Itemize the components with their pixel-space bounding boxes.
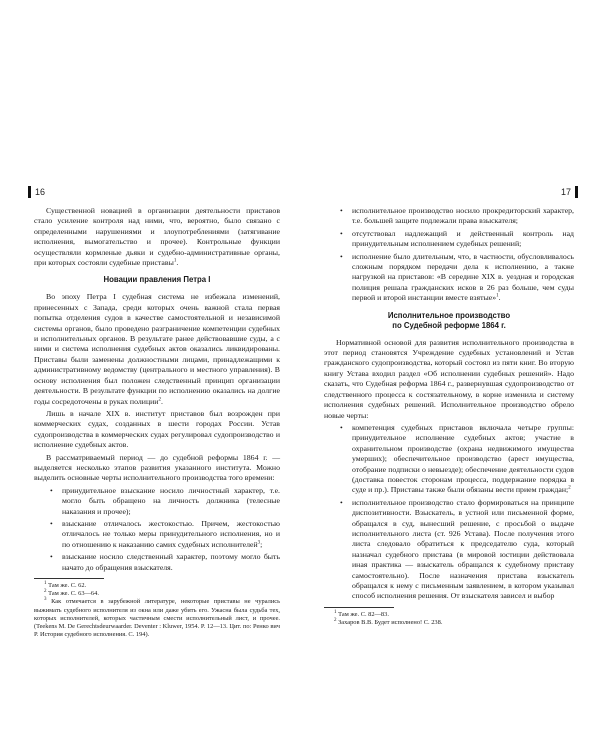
left-page-number-text: 16: [35, 187, 46, 197]
list-item: • исполнение было длительным, что, в частности, обусловливалось сложным порядком передачи дела к исполнению, а также нагрузкой на приставов: «В середине XIX в. уездная и городская полиция решала гражданских исков в 26 раз больше, чем суды первой и второй инстанции вместе взятые»$^1$.: [324, 252, 574, 304]
left-page-number: [28, 186, 45, 198]
page-number-bar: [28, 186, 31, 198]
footnote: $^3$ Как отмечается в зарубежной литературе, некоторые приставы не чурались выжимать судебного исполнителя из окна или даже убить его. Ужасна была судьба тех, которых исполнителей, которых частичным смести исполнительный лист, и прочее. (Teekens M. De Gerechtsdeurwaarder. Deventer : Kluwer, 1954. P. 12—13. Цит. по: Ренко вич Р. История судебного исполнения. С. 194).: [34, 597, 280, 639]
right-text-column: [324, 206, 574, 627]
list-item: • компетенция судебных приставов включала четыре группы: принудительное исполнение судебных актов; участие в охранительном производстве (охрана недвижимого имущества умерших); обеспечительное производство (арест имущества, отобрание подписки о невыезде); обеспечение деятельности судов (доставка повесток сторонам процесса, поддержание порядка в суде и пр.). Приставы также были обязаны вести прием граждан;$^2$: [324, 423, 574, 496]
list-item: • взыскание носило следственный характер, поэтому могло быть начато до обращения взыскателя.: [34, 552, 280, 573]
paragraph: Во эпоху Петра I судебная система не избежала изменений, принесенных с Запада, среди которых очень важной стала первая попытка отделения судов в качестве самостоятельной и независимой системы органов, было проведено разграничение компетенции судебных и исполнительных органов. В результате ранее действовавшие суды, а с ними и система исполнения судебных актов оказались ликвидированы. Приставы были заменены должностными лицами, принадлежащими к административному ведомству (центрального и местного управления). В основу исполнения был положен следственный принцип организации деятельности. В результате функции по исполнению оказались на долгие годы сосредоточены в руках полиции$^2$.: [34, 292, 280, 406]
list-item: • исполнительное производство стало формироваться на принципе диспозитивности. Взыскатель, в устной или письменной форме, обращался в суд, вынесший решение, с просьбой о выдаче исполнительного листа (ст. 926 Устава). После получения этого листа следовало обратиться к председателю суда, который назначал судебного пристава (в мировой юстиции действовала иная практика — взыскатель обращался к судебному приставу самостоятельно). После назначения пристава взыскатель обращался к нему с письменным заявлением, в котором указывал способ исполнения решения. От взыскателя зависел и выбор: [324, 498, 574, 602]
bullet-list: [324, 423, 574, 602]
footnote: $^2$ Там же. С. 63—64.: [44, 589, 99, 598]
footnote: $^2$ Захаров В.В. Будет исполнено! С. 238.: [334, 617, 443, 627]
bullet-list: [34, 486, 280, 573]
right-page-number-text: 17: [560, 187, 571, 197]
footnote-divider: [34, 578, 104, 579]
paragraph: Лишь в начале XIX в. институт приставов был возрожден при коммерческих судах, созданных в шести городах России. Устав судопроизводства в коммерческих судах регулировал судопроизводство и исполнение судебных актов.: [34, 408, 280, 450]
right-page: [300, 0, 600, 750]
footnote: $^1$ Там же. С. 62.: [44, 580, 87, 589]
bullet-list: [324, 206, 574, 304]
list-item: • исполнительное производство носило прокредиторский характер, т.е. большей защите подлежали права взыскателя;: [324, 206, 574, 227]
paragraph: В рассматриваемый период — до судебной реформы 1864 г. — выделяется несколько этапов развития указанного института. Можно выделить основные черты исполнительного производства того времени:: [34, 452, 280, 483]
list-item: • взыскание отличалось жестокостью. Причем, жестокостью отличалось не только меры принудительного исполнения, но и по отношению к наказанию самих судебных исполнителей$^3$;: [34, 519, 280, 550]
section-heading: Исполнительное производство по Судебной реформе 1864 г.: [387, 310, 511, 330]
paragraph: Существенной новацией в организации деятельности приставов стало усиление контроля над ними, что, вероятно, было связано с определенными нарушениями и злоупотреблениями (затягивание исполнения, вымогательство и прочее). Контрольные функции осуществляли кормленые дьяки и судебно-административные органы, при которых состояли судебные приставы$^1$.: [34, 206, 280, 268]
list-item: • отсутствовал надлежащий и действенный контроль над принудительным исполнением судебных решений;: [324, 229, 574, 250]
paragraph: Нормативной основой для развития исполнительного производства в этот период становятся Учреждение судебных установлений и Устав гражданского судопроизводства, который состоял из пяти книг. Во вторую книгу Устава входил раздел «Об исполнении судебных решений». Надо сказать, что Судебная реформа 1864 г., развернувшая судопроизводство от следственного процесса к состязательному, в корне изменила и систему исполнения судебных решений. Исполнительное производство обрело новые черты:: [324, 337, 574, 420]
list-item: • принудительное взыскание носило личностный характер, т.е. могло быть обращено на личность должника (телесные наказания и прочее);: [34, 486, 280, 517]
page-number-bar: [575, 186, 578, 198]
footnote: $^1$ Там же. С. 82—83.: [334, 609, 389, 618]
left-text-column: [34, 206, 280, 639]
right-page-number: [561, 186, 578, 198]
section-heading: Новации правления Петра I: [103, 275, 211, 285]
footnote-divider: [324, 607, 394, 608]
